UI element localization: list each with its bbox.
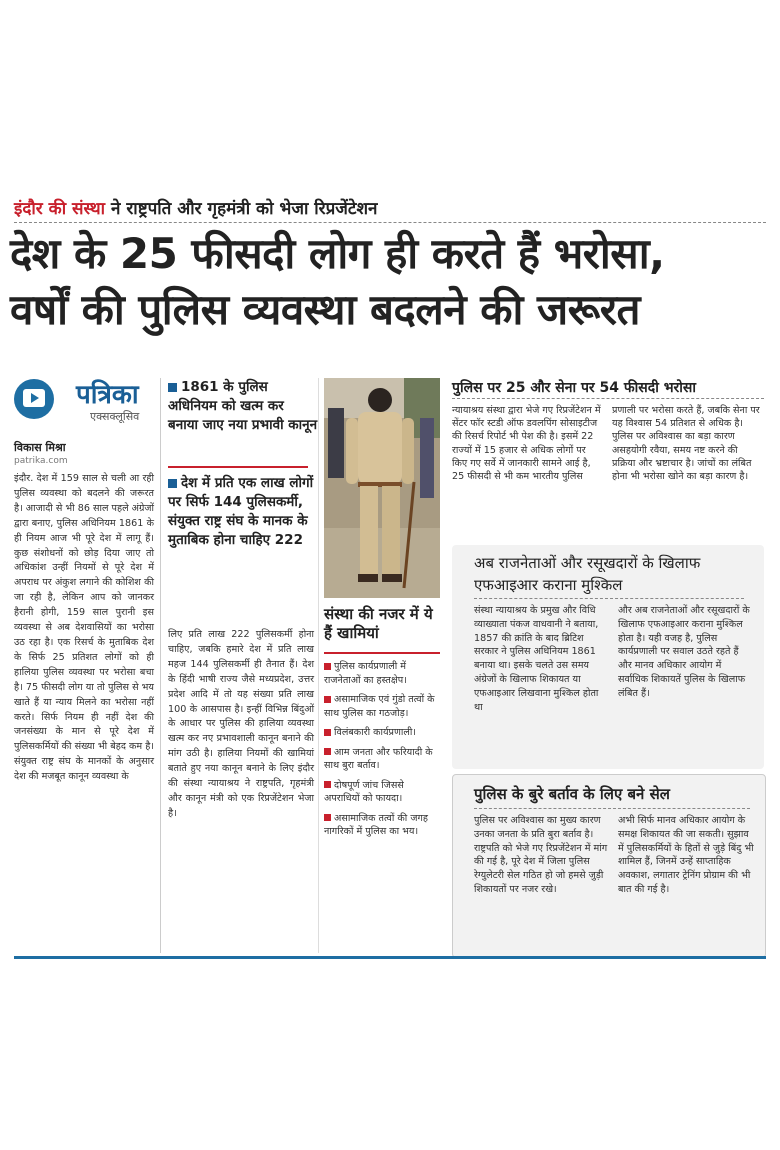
fir-box-col-2: और अब राजनेताओं और रसूखदारों के खिलाफ एफआइआर कराना मुश्किल होता है। यही वजह है, पुलिस कार्यप्रणाली पर सवाल उठते रहते हैं और मानव अधिकार आयोग में सर्वाधिक शिकायतें पुलिस के खिलाफ लंबित हैं। — [618, 605, 750, 699]
headline-line-1: देश के 25 फीसदी लोग ही करते हैं भरोसा, — [10, 229, 665, 278]
bullet-square-icon — [168, 479, 177, 488]
kicker-text: ने राष्ट्रपति और गृहमंत्री को भेजा रिप्रजेंटेशन — [105, 199, 378, 219]
list-item: पुलिस कार्यप्रणाली में राजनेताओं का हस्तक्षेप। — [324, 661, 407, 686]
bullet-square-icon — [324, 748, 331, 755]
sidebar-divider — [324, 652, 440, 654]
list-item: आम जनता और फरियादी के साथ बुरा बर्ताव। — [324, 746, 433, 771]
highlight-point-1 — [168, 378, 318, 435]
sidebar-list — [324, 660, 442, 845]
bullet-square-icon — [324, 696, 331, 703]
bullet-square-icon — [324, 814, 331, 821]
police-officer-photo — [324, 378, 440, 598]
tv-play-icon — [14, 379, 54, 419]
trust-section-col-2: प्रणाली पर भरोसा करते हैं, जबकि सेना पर यह विश्वास 54 प्रतिशत से अधिक है। पुलिस पर अविश्वास का बड़ा कारण असहयोगी रवैया, समय नष्ट करने की प्रक्रिया और भ्रष्टाचार है। जांचों का लंबित होना भी भरोसा खोने का बड़ा कारण है। — [612, 405, 760, 483]
kicker — [14, 196, 764, 219]
section-divider — [452, 398, 764, 399]
column-divider — [160, 378, 161, 953]
brand-name: पत्रिका — [76, 380, 139, 410]
article-column-1: इंदौर. देश में 159 साल से चली आ रही पुलिस व्यवस्था को बदलने की जरूरत है। आजादी से भी 86 साल पहले अंग्रेजों द्वारा बनाए, पुलिस अधिनियम 1861 के ही नियम आज भी पूरे देश में लागू हैं। कुछ संशोधनों को छोड़ दिया जाए तो अधिकांश उन्हीं नियमों से पूरे देश में अपराध पर अंकुश लगाने की कोशिश की जा रही है, लेकिन आप को जानकर हैरानी होगी, 159 साल पुरानी इस व्यवस्था से अब देशवासियों का भरोसा उठ रहा है। एक रिसर्च के मुताबिक देश के सिर्फ 25 प्रतिशत लोगों को ही हालिया पुलिस व्यवस्था पर भरोसा बचा है। 75 फीसदी लोग या तो पुलिस से भय खाते हैं या न्याय मिलने का भरोसा नहीं करते। सिर्फ नियम ही नहीं देश की जनसंख्या के मान से पूरे देश में पुलिसकर्मियों की संख्या भी बेहद कम है। संयुक्त राष्ट्र संघ के मानकों के अनुसार देश की मजबूत कानून व्यवस्था के — [14, 473, 154, 783]
list-item: विलंबकारी कार्यप्रणाली। — [324, 726, 442, 740]
list-item: असामाजिक तत्वों की जगह नागरिकों में पुलिस का भय। — [324, 812, 428, 837]
section-divider — [474, 598, 744, 599]
headline-line-2: वर्षों की पुलिस व्यवस्था बदलने की जरूरत — [10, 285, 640, 334]
headline — [10, 226, 770, 338]
cell-box-col-1: पुलिस पर अविश्वास का मुख्य कारण उनका जनता के प्रति बुरा बर्ताव है। राष्ट्रपति को भेजे गए रिप्रजेंटेशन में मांग की गई है, पूरे देश में जिला पुलिस रेग्युलेटरी सेल गठित हो जो हमसे जुड़ी शिकायतों पर नजर रखे। — [474, 815, 608, 895]
bullet-square-icon — [324, 729, 331, 736]
bullet-square-icon — [324, 663, 331, 670]
bullet-square-icon — [324, 781, 331, 788]
sidebar-title: संस्था की नजर में ये हैं खामियां — [324, 605, 433, 642]
trust-section-title: पुलिस पर 25 और सेना पर 54 फीसदी भरोसा — [452, 380, 696, 396]
point-divider — [168, 466, 308, 468]
kicker-divider — [14, 222, 766, 223]
brand-logo — [14, 377, 164, 421]
brand-tag: एक्सक्लूसिव — [90, 410, 140, 423]
cell-box-title: पुलिस के बुरे बर्ताव के लिए बने सेल — [474, 785, 670, 803]
fir-box-col-1: संस्था न्यायाश्रय के प्रमुख और विधि व्याख्याता पंकज वाधवानी ने बताया, 1857 की क्रांति के बाद ब्रिटिश सरकार ने पुलिस अधिनियम 1861 बनाया था। इसके चलते उस समय अंग्रेजों के खिलाफ शिकायत या एफआइआर लिखवाना मुश्किल होता था — [474, 605, 599, 713]
cell-box-col-2: अभी सिर्फ मानव अधिकार आयोग के समक्ष शिकायत की जा सकती। सुझाव में पुलिसकर्मियों के हितों से जुड़े बिंदु भी शामिल हैं, जिनमें उन्हें साप्ताहिक अवकाश, लगातार ट्रेनिंग प्रोग्राम की भी बात की गई है। — [618, 815, 754, 895]
highlight-point-1-text: 1861 के पुलिस अधिनियम को खत्म कर बनाया जाए नया प्रभावी कानून — [168, 379, 318, 433]
bottom-divider — [14, 956, 766, 959]
kicker-highlight: इंदौर की संस्था — [14, 199, 106, 219]
author-name: विकास मिश्रा — [14, 441, 66, 454]
fir-box-title: अब राजनेताओं और रसूखदारों के खिलाफ एफआइआर कराना मुश्किल — [474, 554, 701, 594]
highlight-point-2 — [168, 474, 318, 550]
column-divider — [318, 378, 319, 953]
bullet-square-icon — [168, 383, 177, 392]
section-divider — [474, 808, 750, 809]
highlight-point-2-text: देश में प्रति एक लाख लोगों पर सिर्फ 144 पुलिसकर्मी, संयुक्त राष्ट्र संघ के मानक के मुताबिक होना चाहिए 222 — [168, 475, 314, 548]
list-item: दोषपूर्ण जांच जिससे अपराधियों को फायदा। — [324, 779, 404, 804]
article-column-2: लिए प्रति लाख 222 पुलिसकर्मी होना चाहिए, जबकि हमारे देश में प्रति लाख महज 144 पुलिसकर्मी ही तैनात हैं। देश के हिंदी भाषी राज्य जैसे मध्यप्रदेश, उत्तर प्रदेश आदि में तो यह संख्या प्रति लाख 100 के आसपास है। इन्हीं विभिन्न बिंदुओं के आधार पर पुलिस की हालिया व्यवस्था खत्म कर नए प्रभावशाली कानून बनाने की मांग उठी है। हालिया नियमों की खामियां बताते हुए नया कानून बनाने के लिए इंदौर की संस्था न्यायाश्रय ने राष्ट्रपति, गृहमंत्री और कानून मंत्री को एक रिप्रजेंटेशन भेजा है। — [168, 629, 314, 819]
author-site: patrika.com — [14, 456, 68, 466]
trust-section-col-1: न्यायाश्रय संस्था द्वारा भेजे गए रिप्रजेंटेशन में सेंटर फॉर स्टडी ऑफ डवलपिंग सोसाइटीज की रिसर्च रिपोर्ट भी पेश की है। इसमें 22 राज्यों में 15 हजार से अधिक लोगों पर किए गए सर्वे में जानकारी सामने आई है, 25 फीसदी से भी कम भारतीय पुलिस — [452, 405, 601, 483]
list-item: असामाजिक एवं गुंडो तत्वों के साथ पुलिस का गठजोड़। — [324, 694, 435, 719]
